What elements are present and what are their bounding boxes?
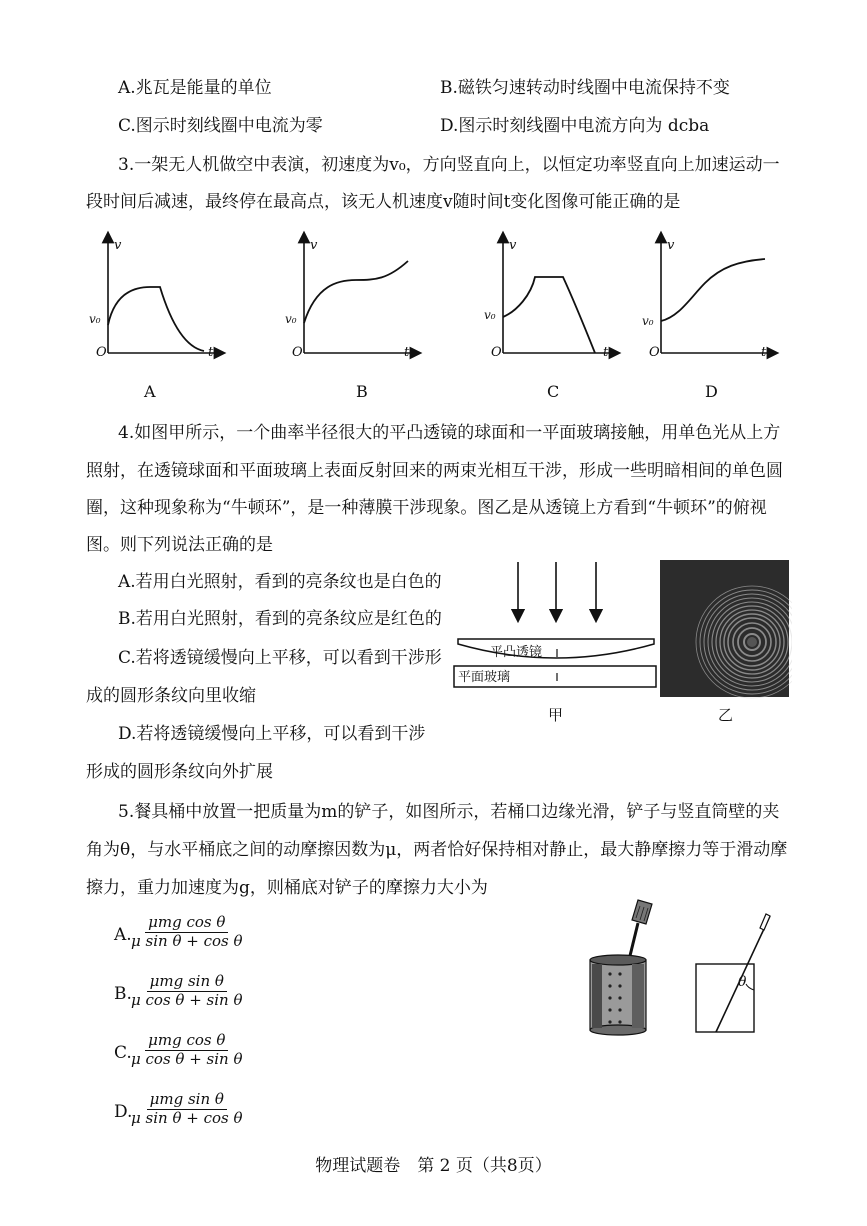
q3-stem-line1: 3.一架无人机做空中表演，初速度为v₀，方向竖直向上，以恒定功率竖直向上加速运动一: [118, 155, 780, 175]
q5-option-b-numerator: μmg sin θ: [147, 974, 227, 992]
q5-option-d-numerator: μmg sin θ: [147, 1092, 227, 1110]
q4-option-d-line1: D.若将透镜缓慢向上平移，可以看到干涉: [118, 724, 426, 744]
graph-c-v-label: v: [509, 238, 517, 253]
q4-option-c-line2: 成的圆形条纹向里收缩: [86, 686, 256, 706]
graph-a-v0-label: v₀: [89, 312, 101, 326]
q4-option-b: B.若用白光照射，看到的亮条纹应是红色的: [118, 609, 442, 629]
graph-b-origin: O: [292, 345, 303, 360]
graph-b-t-label: t: [404, 345, 410, 360]
q5-option-d-denominator: μ sin θ + cos θ: [131, 1108, 243, 1127]
lens-label: 平凸透镜: [490, 645, 543, 660]
theta-label: θ: [738, 974, 747, 990]
q5-stem-line1: 5.餐具桶中放置一把质量为m的铲子，如图所示，若桶口边缘光滑，铲子与竖直筒壁的夹: [118, 802, 780, 822]
graph-a-caption: A: [144, 382, 156, 401]
fig-yi-caption: 乙: [718, 706, 734, 724]
spatula-angle-diagram: [690, 908, 790, 1038]
q3-stem-line2: 段时间后减速，最终停在最高点，该无人机速度v随时间t变化图像可能正确的是: [86, 192, 681, 212]
q5-option-a-label: A.: [114, 925, 132, 945]
q5-option-a-denominator: μ sin θ + cos θ: [131, 931, 243, 950]
graph-a: [89, 237, 220, 401]
glass-label: 平面玻璃: [458, 670, 511, 685]
graph-c-v0-label: v₀: [484, 308, 496, 322]
q5-stem-line3: 擦力，重力加速度为g，则桶底对铲子的摩擦力大小为: [86, 878, 488, 898]
q5-option-c-fraction: [128, 1033, 246, 1068]
q3-graphs: [80, 225, 800, 410]
graph-d-t-label: t: [761, 345, 767, 360]
q5-option-b-label: B.: [114, 984, 132, 1004]
q5-option-b-fraction: [128, 974, 246, 1009]
fig-jia-caption: 甲: [548, 706, 564, 724]
graph-b: [285, 237, 416, 401]
graph-d: [642, 237, 773, 401]
graph-c: [484, 237, 615, 401]
utensil-holder-figure: [580, 898, 680, 1038]
graph-c-origin: O: [491, 345, 502, 360]
graph-d-v-label: v: [667, 238, 675, 253]
graph-a-v-label: v: [114, 238, 122, 253]
q5-option-d-label: D.: [114, 1102, 133, 1122]
q5-option-c-denominator: μ cos θ + sin θ: [131, 1049, 243, 1068]
graph-d-caption: D: [705, 382, 718, 401]
q2-option-d: D.图示时刻线圈中电流方向为 dcba: [440, 116, 710, 136]
graph-a-origin: O: [96, 345, 107, 360]
graph-b-caption: B: [356, 382, 368, 401]
newton-ring-photo: [660, 560, 792, 725]
q2-option-c: C.图示时刻线圈中电流为零: [118, 116, 323, 136]
q2-option-b: B.磁铁匀速转动时线圈中电流保持不变: [440, 78, 730, 98]
graph-b-v0-label: v₀: [285, 312, 297, 326]
graph-a-t-label: t: [208, 345, 214, 360]
q5-option-d-fraction: [128, 1092, 246, 1127]
q5-option-a-numerator: μmg cos θ: [145, 915, 228, 933]
q2-option-a: A.兆瓦是能量的单位: [118, 78, 272, 98]
graph-b-v-label: v: [310, 238, 318, 253]
graph-c-t-label: t: [603, 345, 609, 360]
graph-d-v0-label: v₀: [642, 314, 654, 328]
q5-stem-line2: 角为θ，与水平桶底之间的动摩擦因数为μ，两者恰好保持相对静止，最大静摩擦力等于滑动摩: [86, 840, 788, 860]
page-footer: 物理试题卷 第 2 页（共8页）: [315, 1156, 552, 1176]
q4-stem-line2: 照射，在透镜球面和平面玻璃上表面反射回来的两束光相互干涉，形成一些明暗相间的单色圆: [86, 461, 783, 481]
q4-stem-line3: 圈，这种现象称为“牛顿环”，是一种薄膜干涉现象。图乙是从透镜上方看到“牛顿环”的俯视: [86, 498, 767, 518]
q4-option-d-line2: 形成的圆形条纹向外扩展: [86, 762, 273, 782]
q4-stem-line1: 4.如图甲所示，一个曲率半径很大的平凸透镜的球面和一平面玻璃接触，用单色光从上方: [118, 423, 781, 443]
q4-option-a: A.若用白光照射，看到的亮条纹也是白色的: [118, 572, 442, 592]
graph-c-caption: C: [547, 382, 560, 401]
q5-option-c-label: C.: [114, 1043, 132, 1063]
graph-d-origin: O: [649, 345, 660, 360]
newton-ring-setup-figure: [448, 560, 663, 730]
q5-option-c-numerator: μmg cos θ: [145, 1033, 228, 1051]
q5-option-b-denominator: μ cos θ + sin θ: [131, 990, 243, 1009]
q5-option-a-fraction: [128, 915, 246, 950]
q4-stem-line4: 图。则下列说法正确的是: [86, 535, 273, 555]
q4-option-c-line1: C.若将透镜缓慢向上平移，可以看到干涉形: [118, 648, 442, 668]
